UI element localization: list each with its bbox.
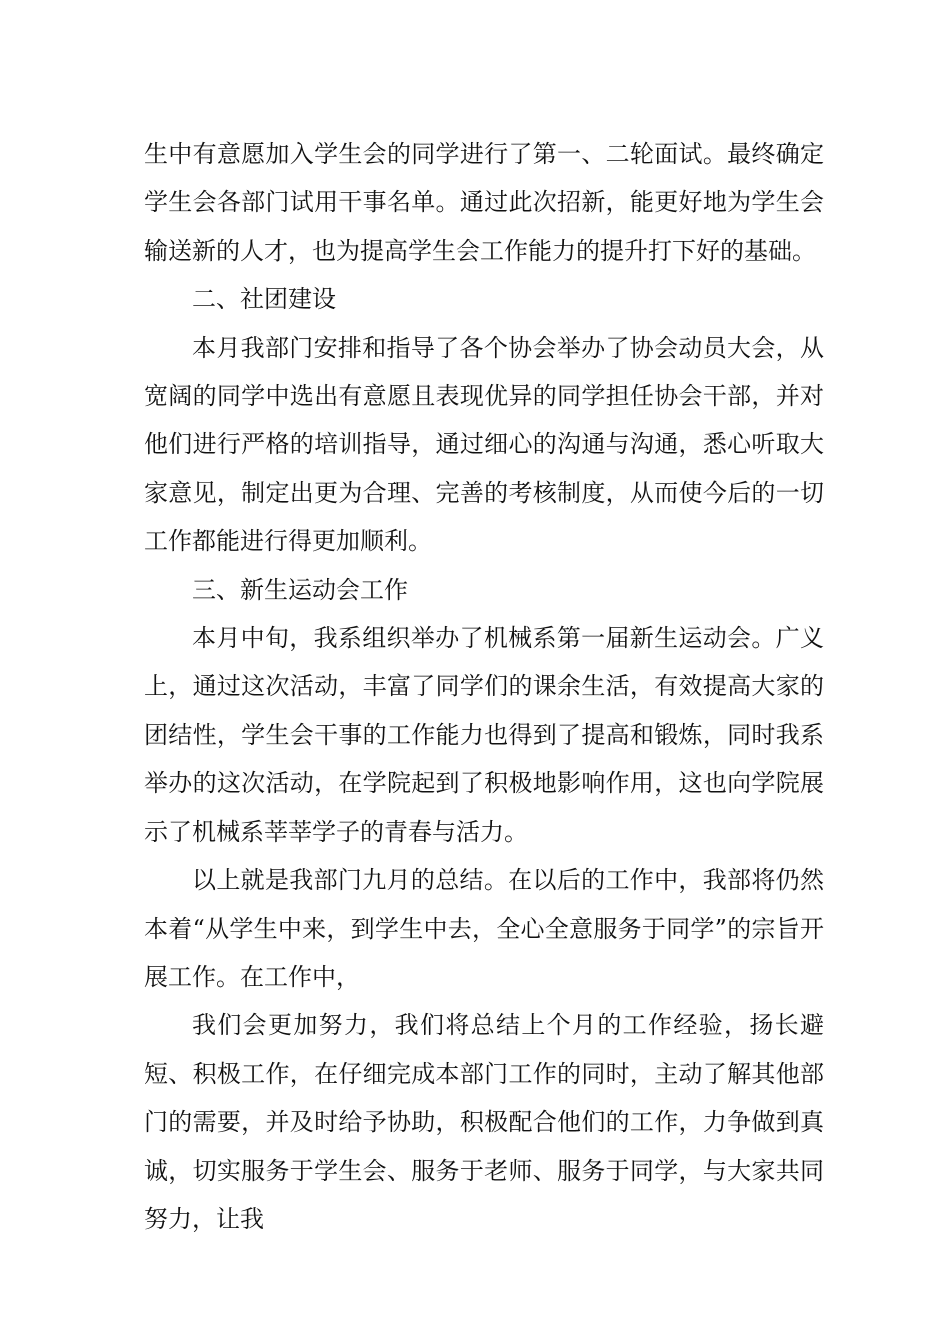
paragraph-future-work: 我们会更加努力，我们将总结上个月的工作经验，扬长避短、积极工作，在仔细完成本部门工作的同时，主动了解其他部门的需要，并及时给予协助，积极配合他们的工作，力争做到真诚，切实服务于学生会、服务于老师、服务于同学，与大家共同努力，让我 (144, 1011, 824, 1233)
paragraph-recruitment-continued: 生中有意愿加入学生会的同学进行了第一、二轮面试。最终确定学生会各部门试用干事名单。通过此次招新，能更好地为学生会输送新的人才，也为提高学生会工作能力的提升打下好的基础。 (144, 140, 824, 265)
section-heading-club-building: 二、社团建设 (192, 285, 336, 314)
section-heading-sports-meet: 三、新生运动会工作 (192, 575, 408, 604)
paragraph-sports-meet: 本月中旬，我系组织举办了机械系第一届新生运动会。广义上，通过这次活动，丰富了同学们的课余生活，有效提高大家的团结性，学生会干事的工作能力也得到了提高和锻炼，同时我系举办的这次活动，在学院起到了积极地影响作用，这也向学院展示了机械系莘莘学子的青春与活力。 (144, 624, 824, 846)
document-body (144, 130, 824, 1243)
paragraph-summary: 以上就是我部门九月的总结。在以后的工作中，我部将仍然本着“从学生中来，到学生中去，全心全意服务于同学”的宗旨开展工作。在工作中， (144, 866, 824, 991)
paragraph-club-building: 本月我部门安排和指导了各个协会举办了协会动员大会，从宽阔的同学中选出有意愿且表现优异的同学担任协会干部，并对他们进行严格的培训指导，通过细心的沟通与沟通，悉心听取大家意见，制定出更为合理、完善的考核制度，从而使今后的一切工作都能进行得更加顺利。 (144, 333, 824, 556)
